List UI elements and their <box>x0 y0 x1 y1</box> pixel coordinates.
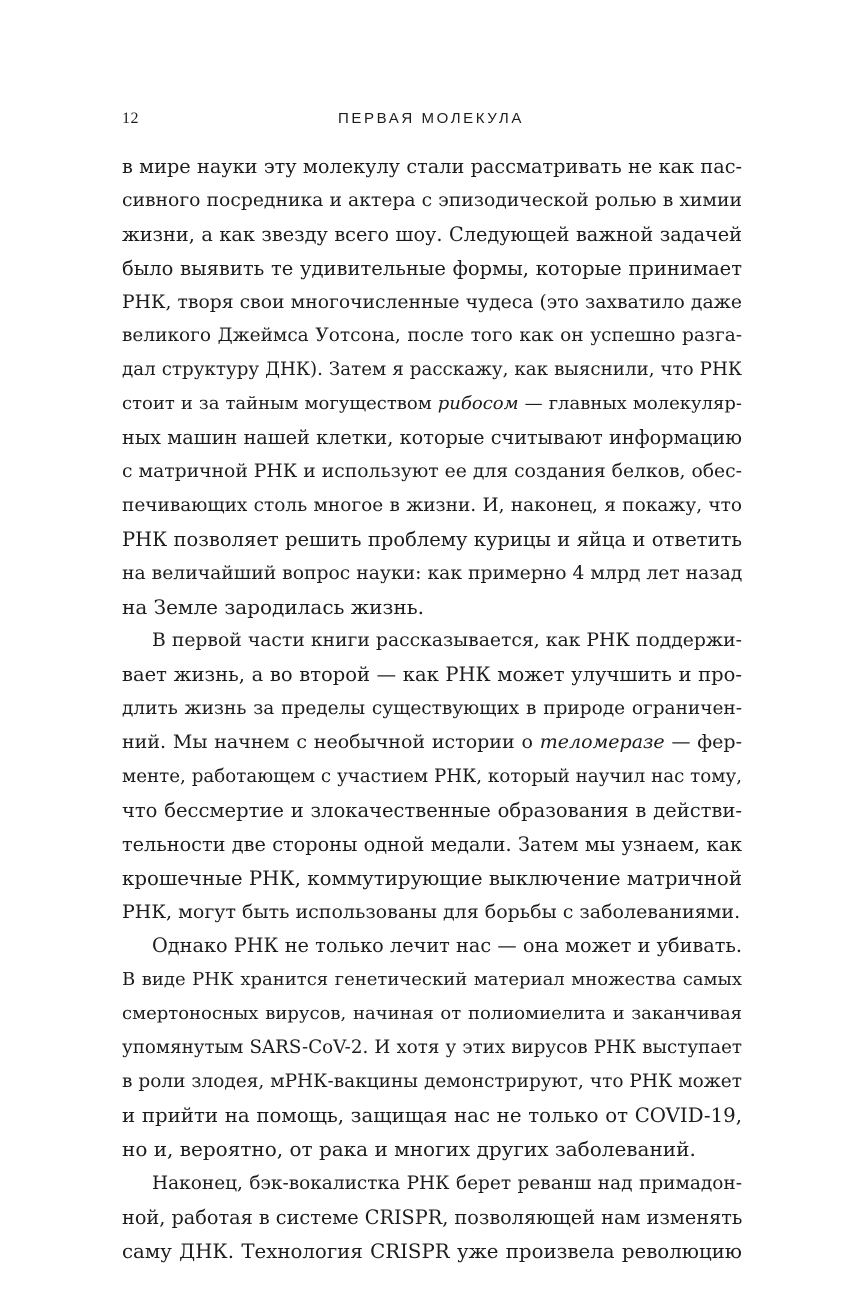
text-segment: ний. Мы начнем с необычной истории о <box>122 731 540 754</box>
text-line: в роли злодея, мРНК-вакцины демонстрируют, что РНК может <box>122 1071 742 1093</box>
text-line <box>122 387 742 421</box>
text-line: было выявить те удивительные формы, которые принимает <box>122 256 742 280</box>
page-number: 12 <box>122 110 139 127</box>
text-line: крошечные РНК, коммутирующие выключение матричной <box>122 866 742 890</box>
text-line: ной, работая в системе CRISPR, позволяющей нам изменять <box>122 1205 743 1229</box>
text-segment: стоит и за тайным могуществом <box>122 393 438 415</box>
text-line: дал структуру ДНК). Затем я расскажу, как выяснили, что РНК <box>122 359 742 381</box>
text-line: РНК позволяет решить проблему курицы и яйца и ответить <box>122 527 742 551</box>
italic-term: рибосом <box>437 393 519 415</box>
text-line: саму ДНК. Технология CRISPR уже произвела революцию <box>122 1239 742 1263</box>
text-line: печивающих столь многое в жизни. И, наконец, я покажу, что <box>122 494 742 516</box>
text-segment: — главных молекуляр- <box>518 393 743 415</box>
text-line: упомянутым SARS-CoV-2. И хотя у этих вирусов РНК выступает <box>122 1037 742 1059</box>
text-line: смертоносных вирусов, начиная от полиомиелита и заканчивая <box>122 1003 742 1025</box>
italic-term: теломеразе <box>539 731 665 754</box>
text-line: сивного посредника и актера с эпизодической ролью в химии <box>122 189 742 211</box>
text-line: В виде РНК хранится генетический материал множества самых <box>122 969 742 991</box>
text-line: В первой части книги рассказывается, как РНК поддержи- <box>152 630 742 652</box>
text-line: с матричной РНК и используют ее для создания белков, обес- <box>122 461 742 483</box>
text-line <box>122 726 742 760</box>
text-line: на величайший вопрос науки: как примерно 4 млрд лет назад <box>122 562 743 584</box>
text-line: на Земле зародилась жизнь. <box>122 594 424 619</box>
text-line: что бессмертие и злокачественные образования в действи- <box>122 798 742 822</box>
text-line: РНК, творя свои многочисленные чудеса (это захватило даже <box>122 291 742 313</box>
text-line: ных машин нашей клетки, которые считывают информацию <box>122 426 742 450</box>
text-segment: — фер- <box>664 731 743 754</box>
text-line: менте, работающем с участием РНК, который научил нас тому, <box>122 766 742 788</box>
text-line: Однако РНК не только лечит нас — она может и убивать. <box>152 934 742 958</box>
text-line: тельности две стороны одной медали. Затем мы узнаем, как <box>122 832 742 856</box>
text-line: великого Джеймса Уотсона, после того как он успешно разга- <box>122 325 742 347</box>
text-line: длить жизнь за пределы существующих в природе ограничен- <box>122 698 742 720</box>
text-line: в мире науки эту молекулу стали рассматривать не как пас- <box>122 155 742 178</box>
text-line: РНК, могут быть использованы для борьбы с заболеваниями. <box>122 900 741 923</box>
text-line: Наконец, бэк-вокалистка РНК берет реванш над примадон- <box>152 1172 742 1194</box>
text-line: и прийти на помощь, защищая нас не только от COVID-19, <box>122 1103 742 1127</box>
text-line: но и, вероятно, от рака и многих других заболеваний. <box>122 1136 696 1161</box>
text-line: жизни, а как звезду всего шоу. Следующей важной задачей <box>122 222 742 246</box>
text-line: вает жизнь, а во второй — как РНК может улучшить и про- <box>122 663 742 687</box>
body-text <box>122 150 742 1268</box>
running-title: ПЕРВАЯ МОЛЕКУЛА <box>338 110 524 127</box>
